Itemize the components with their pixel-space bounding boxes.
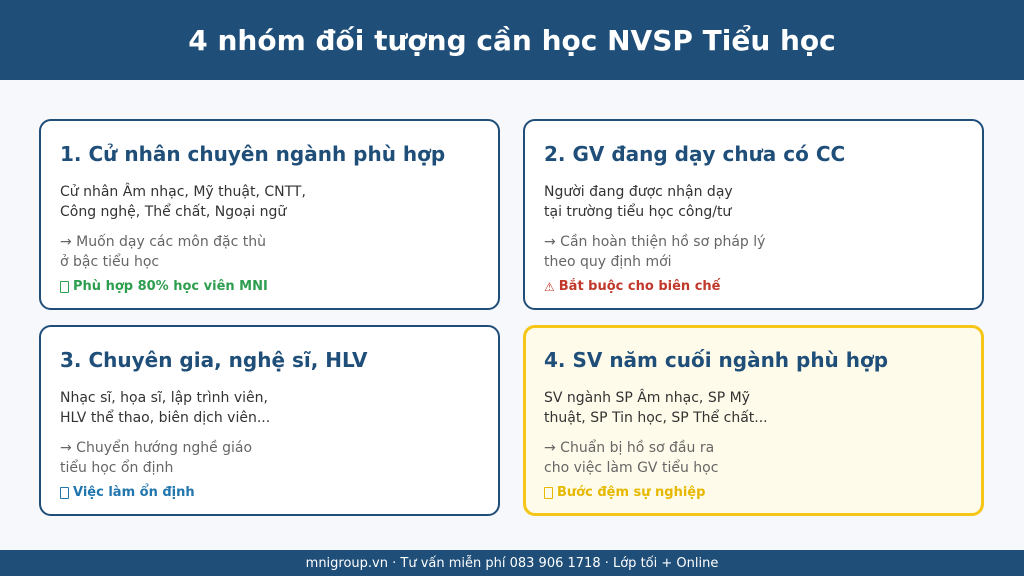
card-note-line: → Chuyển hướng nghề giáo (60, 440, 253, 456)
card-description-line: Nhạc sĩ, họa sĩ, lập trình viên, (60, 390, 268, 406)
card-title: 4. SV năm cuối ngành phù hợp (544, 348, 889, 372)
card-note-line: ở bậc tiểu học (60, 254, 160, 270)
card-tag (544, 484, 963, 502)
card-teacher-uncertified (523, 119, 984, 310)
card-description-line: Người đang được nhận dạy (544, 184, 733, 200)
card-title: 2. GV đang dạy chưa có CC (544, 142, 846, 166)
page-title: 4 nhóm đối tượng cần học NVSP Tiểu học (188, 23, 836, 57)
footer-text: mnigroup.vn · Tư vấn miễn phí 083 906 1718 · Lớp tối + Online (305, 555, 719, 571)
card-note (544, 232, 963, 272)
card-description (60, 182, 479, 222)
card-description-line: HLV thể thao, biên dịch viên... (60, 410, 271, 426)
card-note-line: → Cần hoàn thiện hồ sơ pháp lý (544, 234, 766, 250)
square-icon (544, 487, 553, 499)
card-note-line: → Muốn dạy các môn đặc thù (60, 234, 267, 250)
square-icon (60, 281, 69, 293)
card-description-line: SV ngành SP Âm nhạc, SP Mỹ (544, 390, 750, 406)
card-description-line: thuật, SP Tin học, SP Thể chất... (544, 410, 768, 426)
card-bachelor (39, 119, 500, 310)
card-tag-label: Việc làm ổn định (73, 485, 195, 500)
card-note (60, 438, 479, 478)
card-note-line: → Chuẩn bị hồ sơ đầu ra (544, 440, 715, 456)
card-tag-label: Bắt buộc cho biên chế (558, 279, 721, 294)
card-tag (544, 278, 963, 296)
square-icon (60, 487, 69, 499)
footer-bar (0, 550, 1024, 576)
card-description-line: tại trường tiểu học công/tư (544, 204, 732, 220)
header-bar (0, 0, 1024, 80)
card-title: 1. Cử nhân chuyên ngành phù hợp (60, 142, 446, 166)
card-tag (60, 484, 479, 502)
card-description (544, 182, 963, 222)
warning-icon: ⚠ (544, 280, 555, 294)
card-final-year-students (523, 325, 984, 516)
card-note-line: theo quy định mới (544, 254, 672, 270)
card-tag-label: Phù hợp 80% học viên MNI (73, 279, 268, 294)
card-tag-label: Bước đệm sự nghiệp (557, 485, 706, 500)
card-note (544, 438, 963, 478)
card-note-line: cho việc làm GV tiểu học (544, 460, 719, 476)
card-note-line: tiểu học ổn định (60, 460, 174, 476)
card-description-line: Cử nhân Âm nhạc, Mỹ thuật, CNTT, (60, 184, 306, 200)
card-description-line: Công nghệ, Thể chất, Ngoại ngữ (60, 204, 287, 220)
card-experts (39, 325, 500, 516)
card-note (60, 232, 479, 272)
card-title: 3. Chuyên gia, nghệ sĩ, HLV (60, 348, 368, 372)
card-description (544, 388, 963, 428)
card-tag (60, 278, 479, 296)
card-description (60, 388, 479, 428)
